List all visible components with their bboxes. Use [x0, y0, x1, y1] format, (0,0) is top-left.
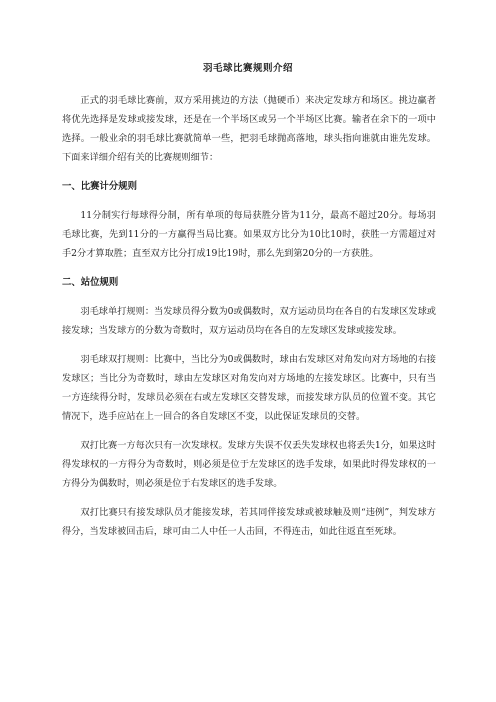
- section-position-rules: [62, 273, 436, 541]
- intro-paragraph: 正式的羽毛球比赛前，双方采用挑边的方法（抛硬币）来决定发球方和场区。挑边赢者将优先选择是发球或接发球，还是在一个半场区或另一个半场区比赛。输者在余下的一项中选择。一般业余的羽毛球比赛就简单一些，把羽毛球抛高落地，球头指向谁就由谁先发球。下面来详细介绍有关的比赛规则细节：: [62, 95, 436, 163]
- section-heading-position: 二、站位规则: [62, 277, 119, 288]
- section-scoring-rules: [62, 177, 436, 263]
- document-body: [62, 91, 436, 541]
- doubles-serve-paragraph: 双打比赛一方每次只有一次发球权。发球方失误不仅丢失发球权也将丢失1分，如果这时得发球权的一方得分为奇数时，则必须是位于左发球区的选手发球，如果此时得发球权的一方得分为偶数时，则必须是位于右发球区的选手发球。: [62, 440, 436, 489]
- section-heading-scoring: 一、比赛计分规则: [62, 181, 138, 192]
- singles-rules-paragraph: 羽毛球单打规则：当发球员得分数为0或偶数时，双方运动员均在各自的右发球区发球或接发球；当发球方的分数为奇数时，双方运动员均在各自的左发球区发球或接发球。: [62, 306, 436, 336]
- document-title: 羽毛球比赛规则介绍: [202, 63, 293, 74]
- doubles-rules-paragraph: 羽毛球双打规则：比赛中，当比分为0或偶数时，球由右发球区对角发向对方场地的右接发球区；当比分为奇数时，球由左发球区对角发向对方场地的左接发球区。比赛中，只有当一方连续得分时，发球员必须在右或左发球区交替发球，而接发球方队员的位置不变。其它情况下，选手应站在上一回合的各自发球区不变，以此保证发球员的交替。: [62, 354, 436, 422]
- scoring-paragraph: 11分制实行每球得分制，所有单项的每局获胜分皆为11分，最高不超过20分。每场羽毛球比赛，先到11分的一方赢得当局比赛。如果双方比分为10比10时，获胜一方需超过对手2分才算取胜；直至双方比分打成19比19时，那么先到第20分的一方获胜。: [62, 210, 436, 259]
- doubles-receive-paragraph: 双打比赛只有接发球队员才能接发球，若其同伴接发球或被球触及则“违例”，判发球方得分，当发球被回击后，球可由二人中任一人击回，不得连击，如此往返直至死球。: [62, 507, 436, 537]
